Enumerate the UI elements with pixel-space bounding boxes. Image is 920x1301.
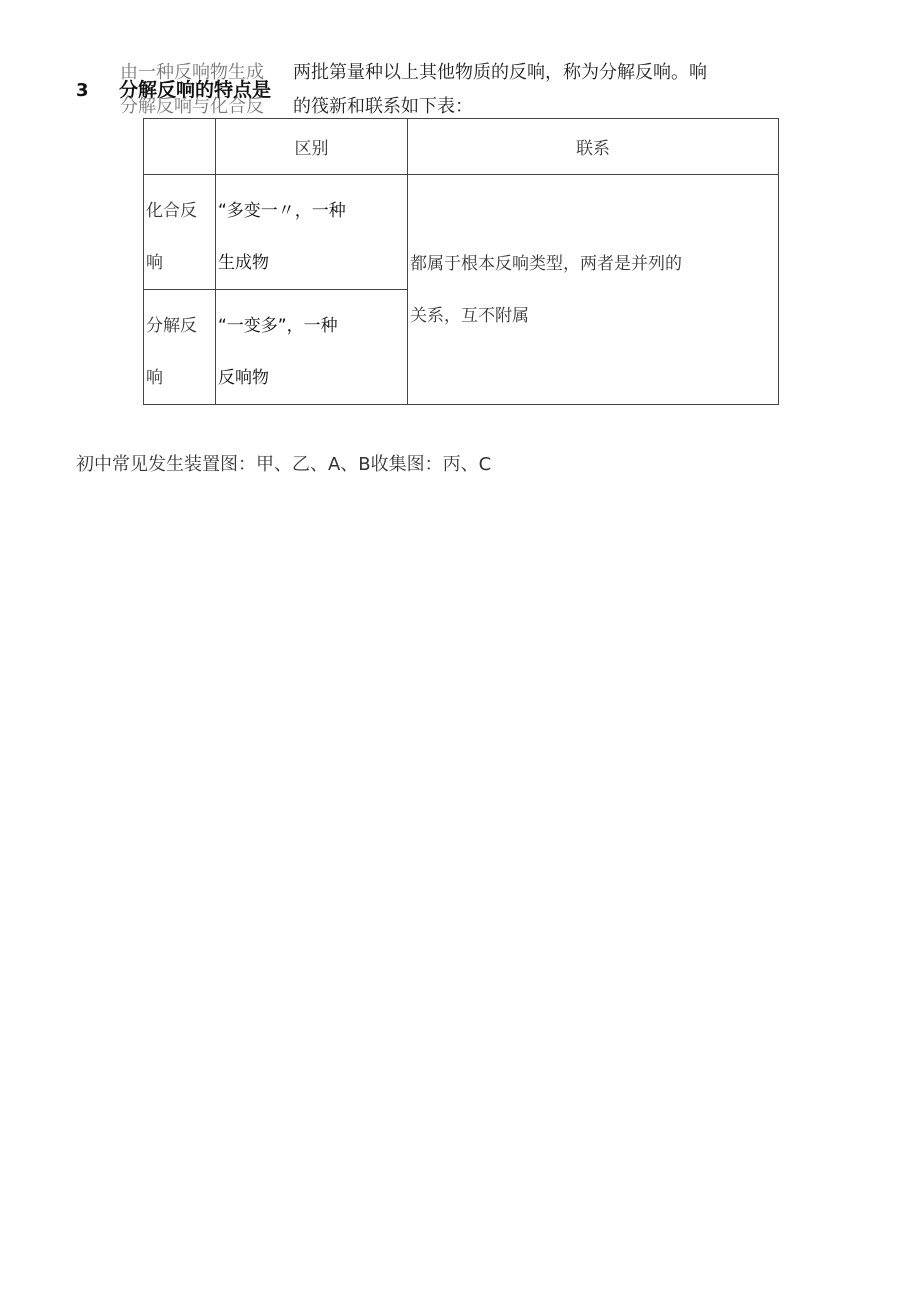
comparison-table xyxy=(143,118,779,405)
reaction-type-cell xyxy=(144,175,216,290)
header-relation: 联系 xyxy=(408,119,779,175)
relation-line2: 关系，互不附属 xyxy=(410,305,529,326)
table-header-row xyxy=(144,119,779,175)
definition-line2-prefix: 分解反响与化合反 xyxy=(120,96,264,117)
relation-cell xyxy=(408,175,779,405)
definition-line2-suffix: 的筏新和联系如下表： xyxy=(293,96,473,117)
reaction-type-cell xyxy=(144,290,216,405)
list-marker: 3 xyxy=(76,80,89,101)
relation-line1: 都属于根本反响类型，两者是并列的 xyxy=(410,253,682,274)
reaction-type-line1: 化合反 xyxy=(146,201,197,221)
reaction-type-line2: 响 xyxy=(146,253,163,273)
difference-cell xyxy=(216,175,408,290)
header-difference: 区别 xyxy=(216,119,408,175)
difference-line2: 生成物 xyxy=(218,253,269,273)
header-empty xyxy=(144,119,216,175)
definition-line1-suffix: 两批第量种以上其他物质的反响，称为分解反响。响 xyxy=(293,62,707,83)
reaction-type-line2: 响 xyxy=(146,368,163,388)
definition-line1-prefix: 由一种反响物生成 xyxy=(120,62,264,83)
section-heading: 分解反响的特点是 xyxy=(119,79,272,101)
difference-line2: 反响物 xyxy=(218,368,269,388)
difference-line1: “多变一〃，一种 xyxy=(218,201,346,221)
difference-cell xyxy=(216,290,408,405)
table-row xyxy=(144,175,779,290)
reaction-type-line1: 分解反 xyxy=(146,316,197,336)
difference-line1: “一变多”，一种 xyxy=(218,316,338,336)
footer-text: 初中常见发生装置图：甲、乙、A、B收集图：丙、C xyxy=(76,454,492,475)
